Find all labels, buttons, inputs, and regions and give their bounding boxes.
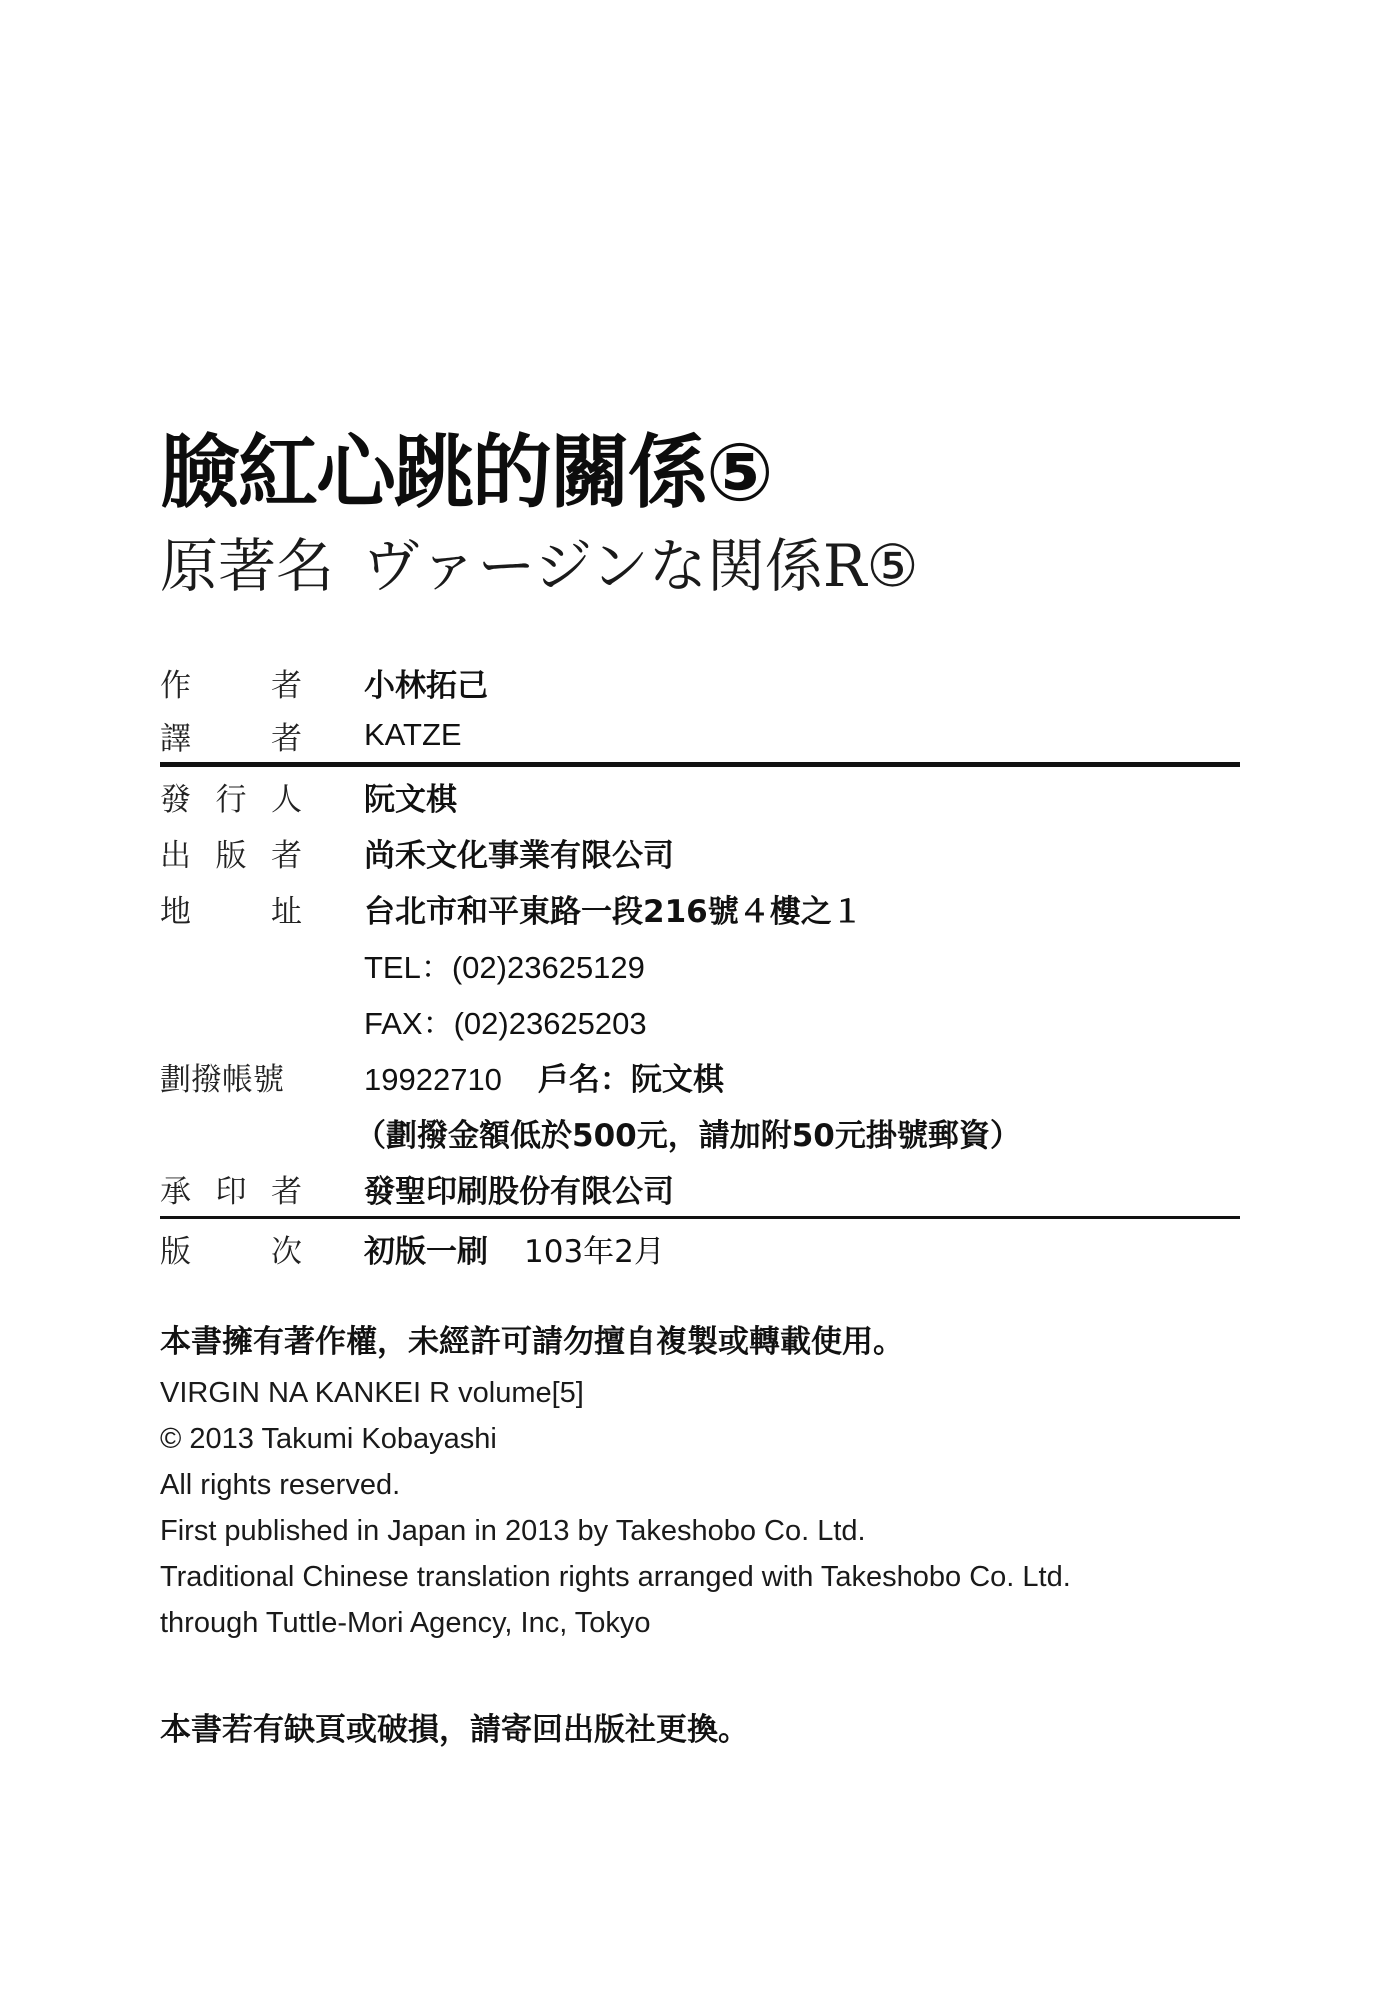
credit-label-author: 作 者 <box>160 667 302 704</box>
english-credit-line: Traditional Chinese translation rights arranged with Takeshobo Co. Ltd. <box>160 1561 1071 1593</box>
credit-label-address: 地 址 <box>160 893 302 930</box>
credit-row-publisher <box>160 826 674 878</box>
credit-row-issuer <box>160 770 457 822</box>
english-credit-line: © 2013 Takumi Kobayashi <box>160 1423 497 1455</box>
english-credit-line: All rights reserved. <box>160 1469 401 1501</box>
credit-value-edition <box>364 1226 665 1271</box>
english-credit-line: First published in Japan in 2013 by Takeshobo Co. Ltd. <box>160 1515 866 1547</box>
credit-value-tel: TEL：(02)23625129 <box>364 949 645 985</box>
credit-value-publisher: 尚禾文化事業有限公司 <box>364 837 674 874</box>
credit-row-edition <box>160 1222 665 1274</box>
credit-value-account <box>364 1054 724 1099</box>
copyright-notice: 本書擁有著作權，未經許可請勿擅自複製或轉載使用。 <box>160 1324 904 1360</box>
credit-row-printer <box>160 1162 674 1214</box>
credit-row-translator <box>160 709 462 761</box>
edition-text: 初版一刷 <box>364 1233 488 1270</box>
credit-row-fax <box>160 994 647 1046</box>
original-title <box>160 530 919 602</box>
credit-value-translator: KATZE <box>364 717 462 752</box>
account-name: 戶名：阮文棋 <box>537 1061 724 1098</box>
account-number: 19922710 <box>364 1061 502 1097</box>
edition-date: 103年2月 <box>524 1233 665 1270</box>
credit-value-fax: FAX：(02)23625203 <box>364 1005 647 1041</box>
original-title-name: ヴァージンな関係R⑤ <box>362 532 919 600</box>
return-notice: 本書若有缺頁或破損，請寄回出版社更換。 <box>160 1712 749 1748</box>
english-credit-line: through Tuttle-Mori Agency, Inc, Tokyo <box>160 1607 651 1639</box>
credit-label-printer: 承 印 者 <box>160 1173 302 1210</box>
credit-value-issuer: 阮文棋 <box>364 781 457 818</box>
divider-thick <box>160 762 1240 767</box>
credit-label-translator: 譯 者 <box>160 720 302 757</box>
credit-label-issuer: 發 行 人 <box>160 781 302 818</box>
credit-row-tel <box>160 938 645 990</box>
credit-value-author: 小林拓己 <box>364 667 488 704</box>
original-title-label: 原著名 <box>160 532 335 600</box>
credit-label-edition: 版 次 <box>160 1233 302 1270</box>
credit-label-account: 劃撥帳號 <box>160 1061 284 1098</box>
divider-thin <box>160 1216 1240 1219</box>
credit-row-account <box>160 1050 724 1102</box>
credit-value-account-note: （劃撥金額低於500元，請加附50元掛號郵資） <box>355 1117 1021 1154</box>
credit-label-publisher: 出 版 者 <box>160 837 302 874</box>
credit-value-address: 台北市和平東路一段216號４樓之１ <box>364 893 863 930</box>
book-title: 臉紅心跳的關係⑤ <box>160 426 772 519</box>
credit-row-author <box>160 656 488 708</box>
english-credit-line: VIRGIN NA KANKEI R volume[5] <box>160 1377 584 1409</box>
credit-row-account-note <box>355 1106 1021 1158</box>
credit-value-printer: 發聖印刷股份有限公司 <box>364 1173 674 1210</box>
credit-row-address <box>160 882 863 934</box>
